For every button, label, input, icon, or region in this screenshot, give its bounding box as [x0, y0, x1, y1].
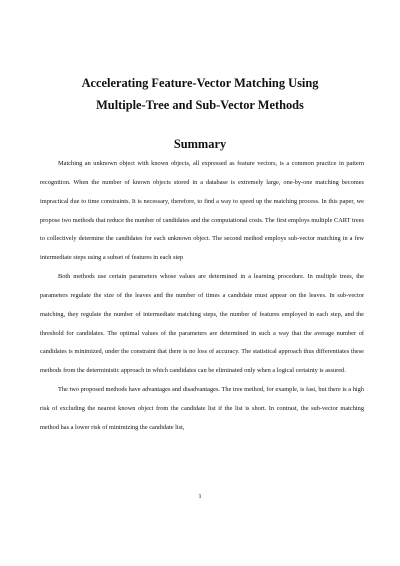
paper-title: [40, 72, 360, 116]
title-line-1: Accelerating Feature-Vector Matching Using: [81, 76, 319, 90]
summary-body: [40, 155, 364, 438]
section-heading-summary: Summary: [173, 137, 227, 151]
paragraph-3: The two proposed methods have advantages and disadvantages. The tree method, for example, is fast, but there is a high risk of excluding the nearest known object from the candidate list if the list is short. In contrast, the sub-vector matching method has a lower risk of minimizing the candidate list,: [40, 386, 364, 431]
paragraph-2: Both methods use certain parameters whose values are determined in a learning procedure. In multiple trees, the parameters regulate the size of the leaves and the number of times a candidate must appear on the leaves. In sub-vector matching, they regulate the number of intermediate matching steps, the number of features employed in each step, and the threshold for candidates. The optimal values of the parameters are determined in such a way that the average number of candidates is minimized, under the constraint that there is no loss of accuracy. The statistical approach thus differentiates these methods from the deterministic approach in which candidates can be eliminated only when a logical certainty is assured.: [40, 273, 364, 375]
paragraph-1: Matching an unknown object with known objects, all expressed as feature vectors, is a common practice in pattern recognition. When the number of known objects stored in a database is extremely large, one-by-one matching becomes impractical due to time constraints. It is necessary, therefore, to find a way to speed up the matching process. In this paper, we propose two methods that reduce the number of candidates and the computational costs. The first employs multiple CART trees to collectively determine the candidates for each unknown object. The second method employs sub-vector matching in a few intermediate steps using a subset of features in each step: [40, 160, 364, 262]
title-line-2: Multiple-Tree and Sub-Vector Methods: [96, 98, 304, 112]
page-number: 1: [198, 493, 202, 500]
